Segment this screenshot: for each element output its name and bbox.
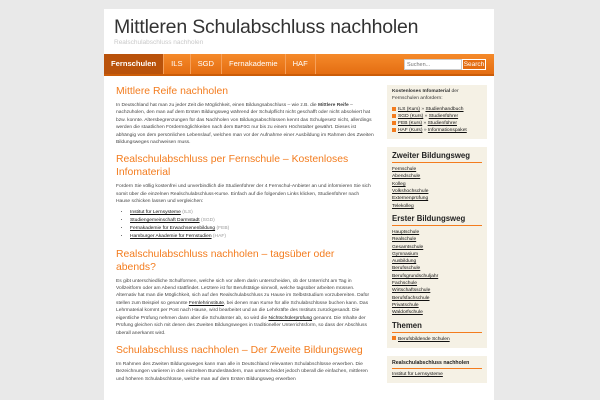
sidebar-link[interactable]: Ausbildung — [392, 259, 417, 265]
list-item — [392, 203, 482, 210]
sidebar-link[interactable]: Gymnasium — [392, 251, 419, 257]
info-link-haf-kurs[interactable]: HAF (Kurs) — [398, 128, 423, 134]
paragraph: Im Rahmen des Zweiten Bildungsweges kann man alle in Deutschland relevanten Schulabschlüsse erwerben. Die Bezeichnungen variieren in den einzelnen Bundesländern, man unterscheidet jedoch überall die einfachen, mittleren und höheren Schulabschlüsse, welche man auf dem Ersten Bildungsweg erwerben — [116, 361, 368, 382]
list-item — [392, 371, 482, 378]
list-item — [392, 181, 482, 188]
search-form — [404, 59, 486, 70]
list-item — [130, 217, 374, 225]
text: , bei denen man Kurse für alle Schulabschlüsse buchen kann. Das Lehrmaterial kommt per Post nach Hause, wird bearbeitet und an die Lehrkräfte des Instituts zurückgesandt. Die eigentliche Prüfung nehmen dann aber die Schulämter ab, so wird die — [116, 300, 369, 321]
sidebar — [387, 85, 487, 391]
list-item — [392, 195, 482, 202]
zweiter-bildungsweg-box — [387, 147, 487, 348]
sidebar-link[interactable]: Externenprüfung — [392, 196, 429, 202]
info-link-haf-doc[interactable]: Informationspaket — [427, 128, 467, 134]
bullet-square-icon — [392, 336, 396, 340]
sidebar-link[interactable]: Berufsfachschule — [392, 295, 430, 301]
sidebar-link[interactable]: Realschule — [392, 237, 417, 243]
info-intro-text: der Fernschulen anfordern: — [392, 89, 459, 101]
section-title: Mittlere Reife nachholen — [116, 86, 229, 97]
list-item — [392, 258, 482, 265]
info-list — [392, 106, 482, 134]
site-title[interactable]: Mittleren Schulabschluss nachholen — [114, 16, 419, 38]
realschulabschluss-box — [387, 356, 487, 383]
widget-title: Zweiter Bildungsweg — [392, 151, 482, 163]
section-zweiter-bildungsweg — [116, 344, 374, 383]
bullet-square-icon — [392, 107, 396, 111]
sidebar-link[interactable]: Berufsgrundschuljahr — [392, 273, 439, 279]
sidebar-link[interactable]: Volkshochschule — [392, 189, 429, 195]
sidebar-link[interactable]: Gesamtschule — [392, 244, 424, 250]
section-mittlere-reife — [116, 85, 374, 146]
info-link-ils-kurs[interactable]: ILS (Kurs) — [398, 107, 421, 113]
provider-link-sgd[interactable]: Studiengemeinschaft Darmstadt — [130, 217, 200, 223]
sidebar-link[interactable]: Fachschule — [392, 281, 418, 287]
page-container — [104, 9, 494, 400]
site-header — [104, 9, 494, 54]
info-box — [387, 85, 487, 139]
provider-link-haf[interactable]: Hamburger Akademie für Fernstudien — [130, 233, 212, 239]
list-item — [130, 209, 374, 217]
main-content — [116, 85, 374, 390]
list-item — [392, 336, 482, 343]
search-button[interactable]: Search — [463, 61, 485, 68]
text: genannt. Die Inhalte der Prüfung gleichen sich mit denen des Zweiten Bildungsweges in traditioneller Unterrichtsform, so dass der Abschluss überall anerkannt wird. — [116, 315, 367, 336]
list-item — [392, 302, 482, 309]
provider-hint: (ILS) — [182, 209, 193, 215]
widget-title: Realschulabschluss nachholen — [392, 360, 482, 369]
section-tagsueber-abends — [116, 248, 374, 337]
bullet-square-icon — [392, 128, 396, 132]
nav-item-fernakademie[interactable]: Fernakademie — [222, 54, 286, 74]
list-item — [392, 287, 482, 294]
nav-item-fernschulen[interactable]: Fernschulen — [104, 54, 164, 74]
bottom-list — [392, 371, 482, 378]
provider-hint: (SGD) — [200, 217, 215, 223]
sidebar-link[interactable]: Berufsschule — [392, 266, 421, 272]
bullet-square-icon — [392, 114, 396, 118]
list-item — [392, 173, 482, 180]
sidebar-link[interactable]: Wirtschaftsschule — [392, 288, 431, 294]
list-item — [392, 265, 482, 272]
list-item: SGD (Kurs) » Studienführer — [392, 113, 482, 120]
text: – nachzuholen, den man auf dem Ersten Bildungsweg während der Schulpflicht nicht geschafft oder nicht absolviert hat bzw. konnte. Altersbegrenzungen für das Nachholen von Bildungsabschlüssen kennt das Schulgesetz nicht, allerdings werden die staatlichen Fördermöglichkeiten nach dem BaFöG nur bis zu einem Höchstalter gewährt. Dieses ist abhängig von dem persönlichen Lebenslauf, welchen man vor der Aufnahme einer Ausbildung im Rahmen des Zweiten Bildungsweges nachweisen muss. — [116, 103, 374, 146]
list-item — [392, 236, 482, 243]
sidebar-link[interactable]: Waldorfschule — [392, 310, 423, 316]
text: In Deutschland hat man zu jeder Zeit die Möglichkeit, einen Bildungsabschluss – wie z.B. die — [116, 103, 317, 108]
sidebar-link[interactable]: Abendschule — [392, 174, 421, 180]
sidebar-link[interactable]: Berufsbildende Schulen — [398, 336, 450, 342]
info-link-sgd-doc[interactable]: Studienführer — [428, 114, 459, 120]
widget-title: Erster Bildungsweg — [392, 214, 482, 226]
sidebar-link[interactable]: Institut für Lernsysteme — [392, 371, 443, 377]
sidebar-link[interactable]: Hauptschule — [392, 229, 420, 235]
sidebar-link[interactable]: Telekolleg — [392, 203, 414, 209]
list-item — [392, 244, 482, 251]
list-item — [392, 188, 482, 195]
site-tagline: Realschulabschluss nachholen — [114, 39, 204, 46]
list-item — [392, 309, 482, 316]
list-item — [392, 166, 482, 173]
erster-list — [392, 229, 482, 317]
nichtschuelerpruefung-link[interactable]: Nichtschülerprüfung — [268, 315, 313, 321]
themen-list — [392, 336, 482, 343]
info-intro-bold: Kostenloses Infomaterial — [392, 89, 451, 94]
section-title: Realschulabschluss per Fernschule – Kostenloses Infomaterial — [116, 154, 349, 179]
sidebar-link[interactable]: Kolleg — [392, 181, 406, 187]
paragraph: Fordern Sie völlig kostenfrei und unverbindlich die Studienführer der 4 Fernschul-Anbieter an und informieren Sie sich somit über die einzelnen Realschulabschluss-Kurse. Einfach auf die folgenden Links klicken, Studienführer nach Hause schicken lassen und vergleichen: — [116, 184, 371, 205]
search-input[interactable] — [404, 59, 462, 70]
info-link-feb-doc[interactable]: Studienführer — [427, 121, 457, 127]
list-item — [392, 229, 482, 236]
info-link-ils-doc[interactable]: Studienhandbuch — [425, 107, 464, 113]
nav-item-ils[interactable]: ILS — [164, 54, 190, 74]
paragraph — [116, 278, 374, 337]
provider-hint: (HAF) — [212, 233, 226, 239]
list-item — [130, 233, 374, 241]
nav-item-sgd[interactable]: SGD — [191, 54, 222, 74]
bullet-square-icon — [392, 121, 396, 125]
list-item — [392, 280, 482, 287]
main-navigation — [104, 54, 494, 76]
section-title: Schulabschluss nachholen – Der Zweite Bildungsweg — [116, 344, 363, 356]
provider-hint: (FEB) — [216, 225, 230, 231]
provider-link-ils[interactable]: Institut für Lernsysteme — [130, 209, 181, 215]
fernlehrinstitute-link[interactable]: Fernlehrinstitute — [188, 300, 224, 306]
list-item: FEB (Kurs) » Studienführer — [392, 120, 482, 127]
list-item — [392, 295, 482, 302]
provider-link-feb[interactable]: Fernakademie für Erwachsenenbildung — [130, 225, 216, 231]
list-item — [130, 225, 374, 233]
info-link-sgd-kurs[interactable]: SGD (Kurs) — [398, 114, 424, 120]
section-title: Realschulabschluss nachholen – tagsüber oder abends? — [116, 248, 335, 273]
section-fernschule — [116, 153, 374, 240]
nav-item-haf[interactable]: HAF — [286, 54, 316, 74]
widget-title: Themen — [392, 321, 482, 333]
provider-list — [130, 209, 374, 241]
zweiter-list — [392, 166, 482, 210]
sidebar-link[interactable]: Fernschule — [392, 167, 417, 173]
info-intro — [392, 89, 482, 102]
sidebar-link[interactable]: Privatschule — [392, 302, 419, 308]
list-item: ILS (Kurs) » Studienhandbuch — [392, 106, 482, 113]
text: Es gibt unterschiedliche Schulformen, welche sich vor allem darin unterscheiden, ob der Unterricht am Tag in Vollzeitform oder am Abend stattfindet. Letztere ist für Berufstätige sinnvoll, welche tagsüber arbeiten müssen. Alternativ hat man die Möglichkeit, sich auf den Realschulabschluss zu Hause im Selbststudium vorzubereiten. Dafür stellen zum Beispiel so genannte — [116, 278, 370, 306]
list-item — [392, 273, 482, 280]
list-item — [392, 251, 482, 258]
list-item: HAF (Kurs) » Informationspaket — [392, 127, 482, 134]
info-link-feb-kurs[interactable]: FEB (Kurs) — [398, 121, 423, 127]
paragraph — [116, 102, 374, 146]
bold-text: Mittlere Reife — [318, 103, 349, 108]
